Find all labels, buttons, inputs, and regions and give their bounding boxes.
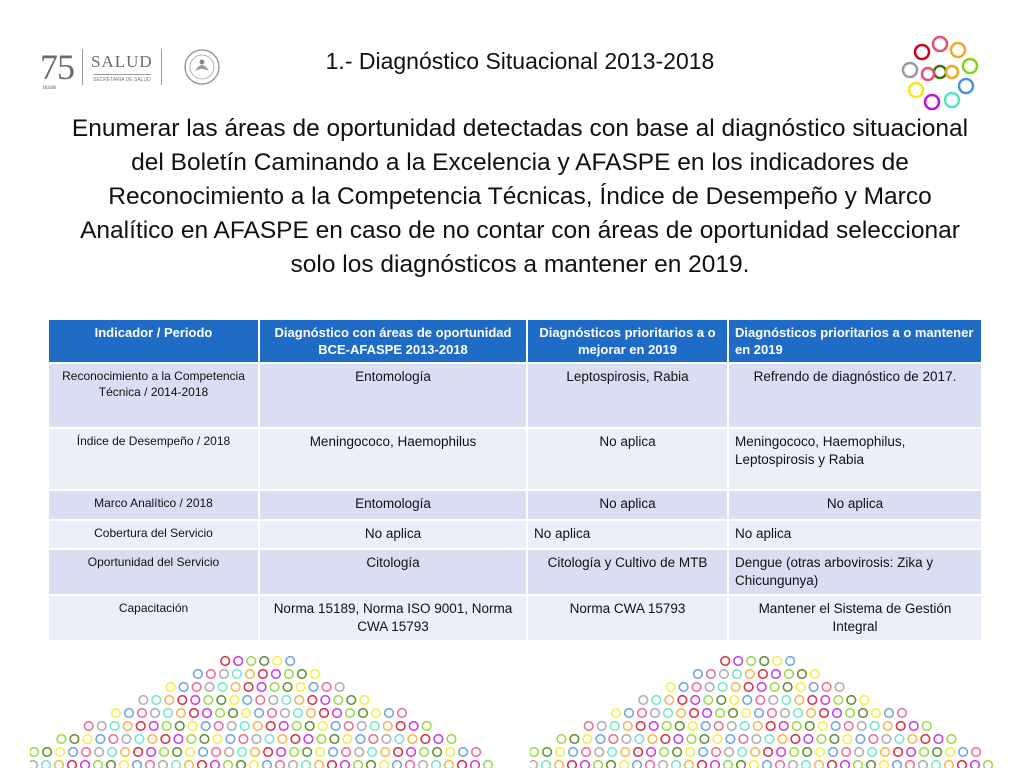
- cell-indicator: Marco Analítico / 2018: [48, 490, 259, 520]
- cell-maintain: Meningococo, Haemophilus, Leptospirosis y Rabia: [728, 428, 982, 490]
- cell-areas: Norma 15189, Norma ISO 9001, Norma CWA 15793: [259, 595, 527, 641]
- cell-indicator: Cobertura del Servicio: [48, 520, 259, 549]
- cell-areas: Meningococo, Haemophilus: [259, 428, 527, 490]
- cell-maintain: Mantener el Sistema de Gestión Integral: [728, 595, 982, 641]
- header-maintain-label: Diagnósticos prioritarios a o mantener en 2019: [735, 325, 974, 357]
- cell-maintain: No aplica: [728, 520, 982, 549]
- cell-maintain: Refrendo de diagnóstico de 2017.: [728, 363, 982, 428]
- header-maintain: [728, 319, 982, 363]
- pattern-right-decoration: [530, 653, 1010, 768]
- header-areas: [259, 319, 527, 363]
- table-header-row: [48, 319, 982, 363]
- table-row: [48, 490, 982, 520]
- cell-maintain: Dengue (otras arbovirosis: Zika y Chicungunya): [728, 549, 982, 595]
- cell-areas: No aplica: [259, 520, 527, 549]
- cell-indicator: Capacitación: [48, 595, 259, 641]
- ministry-name: SALUD: [91, 51, 153, 71]
- cell-indicator: Reconocimiento a la Competencia Técnica / 2014-2018: [48, 363, 259, 428]
- cell-improve: Norma CWA 15793: [527, 595, 728, 641]
- circles-logo-icon: [900, 32, 980, 112]
- header-indicator: [48, 319, 259, 363]
- table-row: [48, 428, 982, 490]
- cell-areas: Entomología: [259, 363, 527, 428]
- header-improve-label: Diagnósticos prioritarios a o mejorar en 2019: [539, 325, 716, 357]
- cell-indicator: Oportunidad del Servicio: [48, 549, 259, 595]
- intro-text: Enumerar las áreas de oportunidad detectadas con base al diagnóstico situacional del Boletín Caminando a la Excelencia y AFASPE en los indicadores de Reconocimiento a la Competencia Técnicas, Índice de Desempeño y Marco Analítico en AFASPE en caso de no contar con áreas de oportunidad seleccionar solo los diagnósticos a mantener en 2019.: [71, 115, 969, 278]
- cell-improve: No aplica: [527, 428, 728, 490]
- anniversary-number: 75: [40, 47, 74, 87]
- cell-areas: Citología: [259, 549, 527, 595]
- anniversary-years: 1943 - 2018: [42, 86, 56, 91]
- table-row: [48, 520, 982, 549]
- cell-maintain: No aplica: [728, 490, 982, 520]
- header-areas-label: Diagnóstico con áreas de oportunidad: [274, 325, 512, 340]
- header-areas-sub: BCE-AFASPE 2013-2018: [318, 342, 468, 357]
- table-row: [48, 549, 982, 595]
- cell-improve: No aplica: [527, 490, 728, 520]
- header-improve: [527, 319, 728, 363]
- table-row: [48, 595, 982, 641]
- cell-improve: Citología y Cultivo de MTB: [527, 549, 728, 595]
- page-title: 1.- Diagnóstico Situacional 2013-2018: [325, 48, 715, 74]
- table-row: [48, 363, 982, 428]
- cell-improve: Leptospirosis, Rabia: [527, 363, 728, 428]
- header-indicator-label: Indicador / Periodo: [94, 325, 213, 340]
- pattern-left-decoration: [30, 653, 510, 768]
- ministry-subtitle: SECRETARÍA DE SALUD: [93, 74, 151, 83]
- cell-indicator: Índice de Desempeño / 2018: [48, 428, 259, 490]
- cell-improve: No aplica: [527, 520, 728, 549]
- diagnostics-table: [47, 318, 983, 642]
- cell-areas: Entomología: [259, 490, 527, 520]
